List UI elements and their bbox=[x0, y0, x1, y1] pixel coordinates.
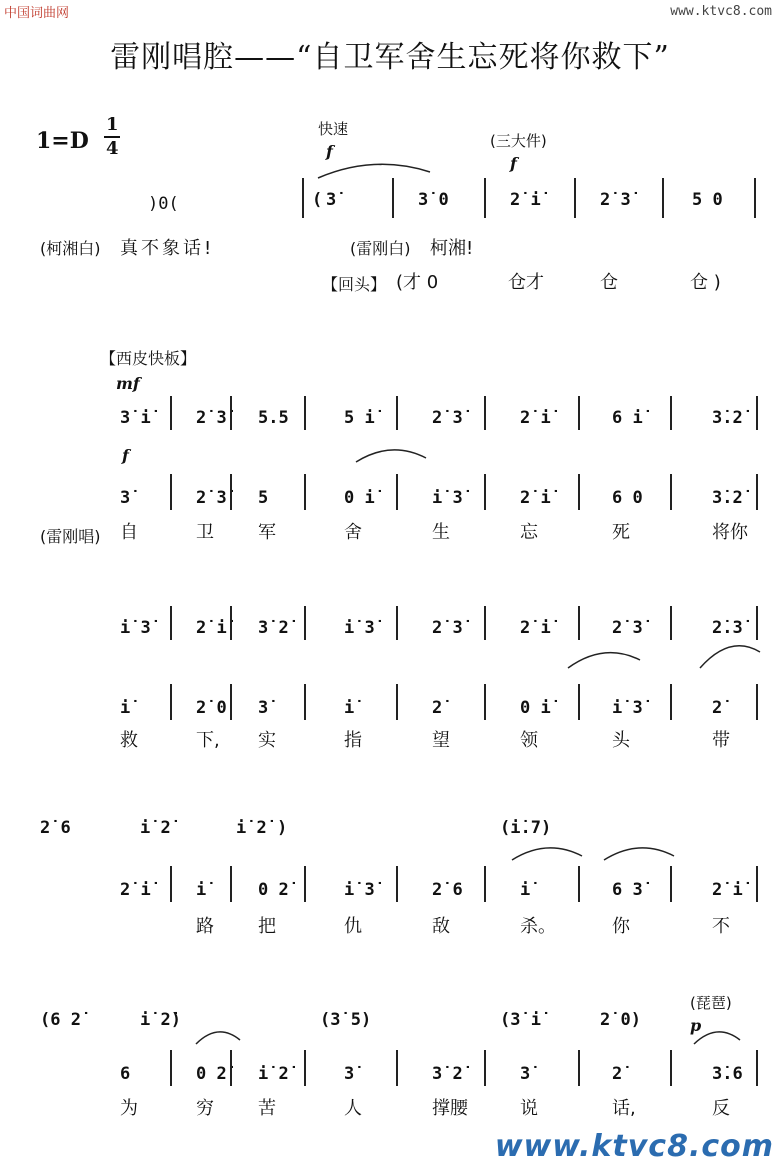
lyric: 撑腰 bbox=[432, 1098, 468, 1119]
dynamic-p: p bbox=[690, 1016, 702, 1035]
intro-note: 2̇ 3̇ bbox=[600, 190, 631, 210]
voice-note: 2̇ i̇ bbox=[520, 488, 551, 508]
instrument-note: i̇ 3̇ bbox=[344, 618, 375, 638]
instrument-note: 3̇ 2̇ bbox=[258, 618, 289, 638]
lyric: 指 bbox=[344, 730, 362, 751]
lyric: 苦 bbox=[258, 1098, 276, 1119]
slur bbox=[568, 653, 640, 668]
instrument-note: 3̇.2̇ bbox=[712, 408, 743, 428]
instrument-note: i̇ 2̇ ) bbox=[236, 818, 288, 838]
lyric: 把 bbox=[258, 916, 276, 937]
instrument-note: i̇ 2̇) bbox=[140, 1010, 181, 1030]
lyric: 敌 bbox=[432, 916, 450, 937]
voice-note: 6 bbox=[120, 1064, 131, 1084]
intro-note: 2̇ i̇ bbox=[510, 190, 541, 210]
speaker-label: (柯湘白) bbox=[40, 239, 101, 258]
voice-note: 2̇ 0 bbox=[196, 698, 227, 718]
tempo-label: 快速 bbox=[318, 120, 349, 138]
lyric: 不 bbox=[712, 916, 730, 937]
voice-note: 2̇ bbox=[712, 698, 723, 718]
site-url-watermark: www.ktvc8.com bbox=[494, 1129, 774, 1164]
voice-note: 3̇ bbox=[520, 1064, 531, 1084]
lyric: 杀。 bbox=[520, 916, 556, 937]
instrument-note: 2̇ 6 bbox=[40, 818, 71, 838]
instrument-note: 6 i̇ bbox=[612, 408, 643, 428]
voice-note: 3̇ bbox=[120, 488, 131, 508]
lyric: 下, bbox=[196, 730, 220, 751]
speaker-label: (雷刚白) bbox=[350, 239, 411, 258]
voice-note: 3̇ 2̇ bbox=[432, 1064, 463, 1084]
voice-note: 0 i̇ bbox=[520, 698, 551, 718]
dynamic-f-instrument: f bbox=[510, 154, 517, 173]
lyric: 人 bbox=[344, 1098, 362, 1119]
time-denominator: 4 bbox=[106, 138, 119, 159]
spoken-line: 真不象话! bbox=[120, 238, 215, 259]
voice-note: i̇ bbox=[344, 698, 355, 718]
intro-note: 3̇ 0 bbox=[418, 190, 449, 210]
instrument-note: i̇ 2̇ bbox=[140, 818, 171, 838]
time-numerator: 1 bbox=[106, 114, 119, 135]
instrument-note: 2̇.3̇ bbox=[712, 618, 743, 638]
voice-note: i̇ 3̇ bbox=[612, 698, 643, 718]
instrument-note: 2̇ i̇ bbox=[196, 618, 227, 638]
voice-note: 3̇.2̇ bbox=[712, 488, 743, 508]
dynamic-mf: mf bbox=[116, 374, 140, 393]
voice-note: 5 bbox=[258, 488, 269, 508]
instrument-label: (三大件) bbox=[490, 132, 547, 150]
intro-note: 3̇ bbox=[326, 190, 337, 210]
lyric: 带 bbox=[712, 730, 730, 751]
voice-note: 3̇.6 bbox=[712, 1064, 743, 1084]
voice-note: 0 2̇ bbox=[196, 1064, 227, 1084]
voice-note: i̇ bbox=[196, 880, 207, 900]
instrument-note: (3̇ i̇ bbox=[500, 1010, 541, 1030]
instrument-note: (3̇ 5) bbox=[320, 1010, 372, 1030]
lyric: 领 bbox=[520, 730, 538, 751]
voice-note: 6 3̇ bbox=[612, 880, 643, 900]
instrument-note: 3̇ i̇ bbox=[120, 408, 151, 428]
page-title: 雷刚唱腔——“自卫军舍生忘死将你救下” bbox=[110, 40, 670, 75]
section-label: 【西皮快板】 bbox=[100, 349, 197, 368]
voice-note: 6 0 bbox=[612, 488, 643, 508]
lyric: 反 bbox=[712, 1098, 730, 1119]
voice-note: 2̇ i̇ bbox=[712, 880, 743, 900]
lyric: 你 bbox=[612, 916, 630, 937]
voice-note: 3̇ bbox=[344, 1064, 355, 1084]
percussion: 仓 ) bbox=[690, 272, 721, 293]
instrument-note: 2̇ 3̇ bbox=[196, 408, 227, 428]
voice-note: 3̇ bbox=[258, 698, 269, 718]
instrument-note: 2̇ i̇ bbox=[520, 618, 551, 638]
lyric: 卫 bbox=[196, 522, 214, 543]
percussion: (才 0 bbox=[396, 272, 439, 293]
pipa-label: (琵琶) bbox=[690, 994, 732, 1012]
lyric: 实 bbox=[258, 730, 276, 751]
spoken-line: 柯湘! bbox=[430, 238, 474, 259]
site-url-top[interactable]: www.ktvc8.com bbox=[670, 4, 772, 19]
slur bbox=[356, 450, 426, 462]
voice-note: 2̇ 6 bbox=[432, 880, 463, 900]
percussion: 仓 bbox=[600, 272, 618, 293]
voice-note: i̇ bbox=[520, 880, 531, 900]
voice-note: 2̇ bbox=[432, 698, 443, 718]
voice-note: i̇ 3̇ bbox=[344, 880, 375, 900]
voice-note: i̇ bbox=[120, 698, 131, 718]
slur bbox=[700, 646, 760, 668]
instrument-note: 2̇ 3̇ bbox=[612, 618, 643, 638]
instrument-note: 2̇ 3̇ bbox=[432, 408, 463, 428]
instrument-note: 2̇ 3̇ bbox=[432, 618, 463, 638]
lyric: 路 bbox=[196, 916, 214, 937]
lyric: 舍 bbox=[344, 522, 362, 543]
slur bbox=[318, 164, 430, 178]
lyric: 生 bbox=[432, 522, 450, 543]
voice-note: 0 i̇ bbox=[344, 488, 375, 508]
huitou-label: 【回头】 bbox=[322, 275, 387, 294]
instrument-note: 5.5 bbox=[258, 408, 289, 428]
lyric: 说 bbox=[520, 1098, 538, 1119]
voice-note: 2̇ i̇ bbox=[120, 880, 151, 900]
voice-note: i̇ 3̇ bbox=[432, 488, 463, 508]
instrument-note: 2̇ i̇ bbox=[520, 408, 551, 428]
site-logo-text[interactable]: 中国词曲网 bbox=[4, 6, 70, 21]
slur bbox=[604, 848, 674, 860]
slur bbox=[196, 1032, 240, 1044]
lyric: 将你 bbox=[712, 522, 748, 543]
voice-note: 0 2̇ bbox=[258, 880, 289, 900]
key-signature: 1=D bbox=[36, 128, 89, 154]
instrument-note: 5 i̇ bbox=[344, 408, 375, 428]
instrument-note: (i̇.7) bbox=[500, 818, 552, 838]
voice-note: 2̇ 3̇ bbox=[196, 488, 227, 508]
instrument-note: 2̇ 0) bbox=[600, 1010, 641, 1030]
lyric: 自 bbox=[120, 522, 138, 543]
voice-note: i̇ 2̇ bbox=[258, 1064, 289, 1084]
slur bbox=[512, 848, 582, 860]
intro-bracket: )0( bbox=[148, 194, 179, 214]
lyric: 死 bbox=[612, 522, 630, 543]
lyric: 救 bbox=[120, 730, 138, 751]
percussion: 仓才 bbox=[508, 272, 544, 293]
dynamic-f-voice: f bbox=[122, 446, 129, 465]
instrument-note: i̇ 3̇ bbox=[120, 618, 151, 638]
lyric: 军 bbox=[258, 522, 276, 543]
dynamic-f-intro: f bbox=[326, 142, 333, 161]
intro-note: 5 0 bbox=[692, 190, 723, 210]
lyric: 仇 bbox=[344, 916, 362, 937]
lyric: 话, bbox=[612, 1098, 636, 1119]
instrument-note: (6 2̇ bbox=[40, 1010, 81, 1030]
lyric: 头 bbox=[612, 730, 630, 751]
lyric: 忘 bbox=[520, 522, 538, 543]
lyric: 望 bbox=[432, 730, 450, 751]
singer-label: (雷刚唱) bbox=[40, 527, 101, 546]
voice-note: 2̇ bbox=[612, 1064, 623, 1084]
lyric: 穷 bbox=[196, 1098, 214, 1119]
lyric: 为 bbox=[120, 1098, 138, 1119]
